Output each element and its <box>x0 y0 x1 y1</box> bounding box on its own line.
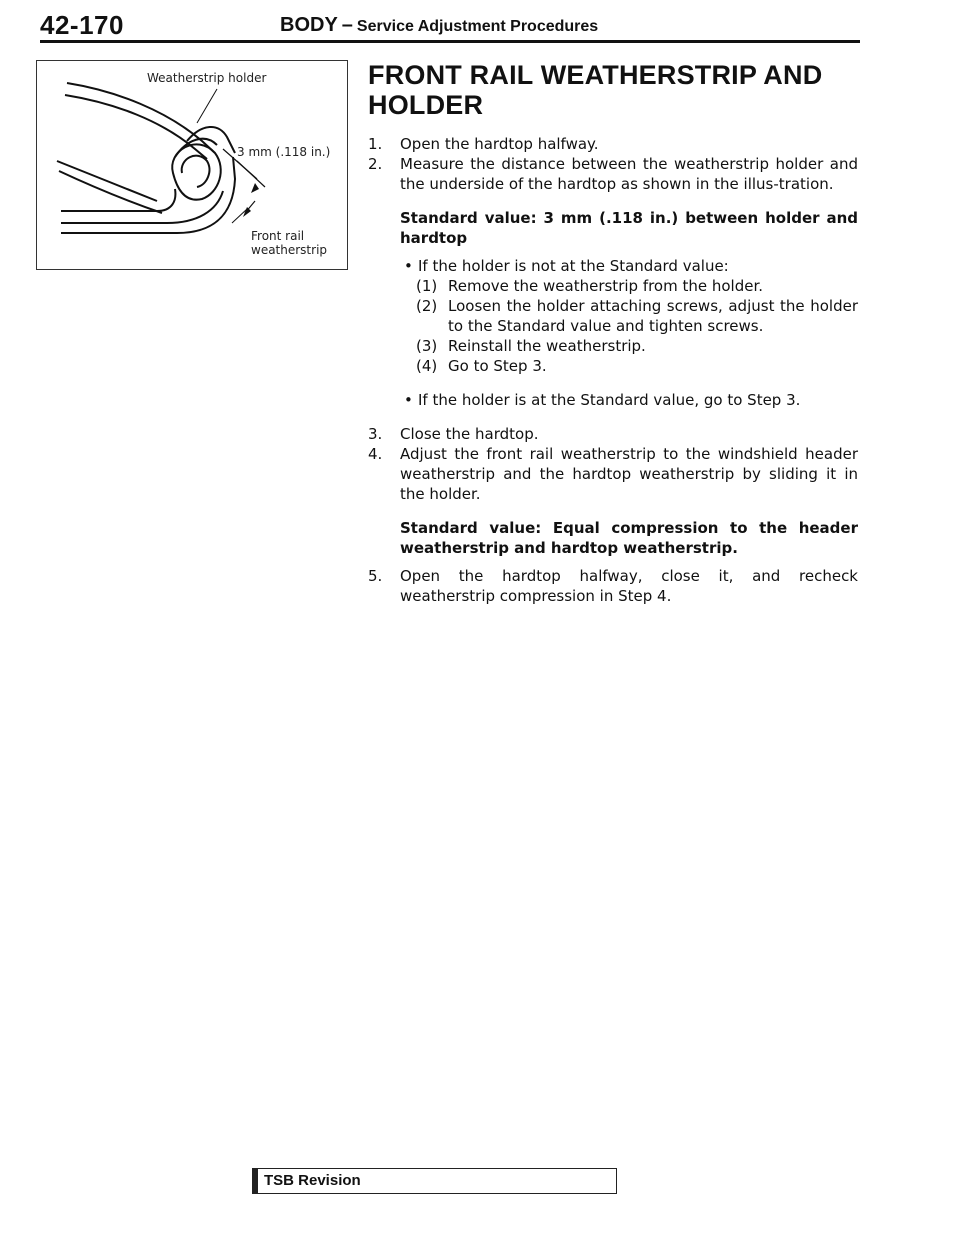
bullet-text: If the holder is at the Standard value, go to Step 3. <box>418 391 801 409</box>
procedure-title <box>368 60 858 120</box>
step-1 <box>368 134 858 154</box>
sub-step-4 <box>416 356 858 376</box>
sub-step-2 <box>416 296 858 336</box>
title-dash: – <box>341 14 353 36</box>
title-line-2: HOLDER <box>368 90 484 120</box>
bullet-dot: • <box>404 391 413 409</box>
step-number: 3. <box>368 425 383 443</box>
section-title <box>280 14 598 37</box>
sub-step-number: (3) <box>416 337 438 355</box>
step-number: 5. <box>368 567 383 585</box>
step-5 <box>368 566 858 606</box>
page-number: 42-170 <box>40 10 124 40</box>
tsb-revision-label: TSB Revision <box>264 1172 361 1189</box>
title-line-1: FRONT RAIL WEATHERSTRIP AND <box>368 60 823 90</box>
step-text: Open the hardtop halfway. <box>400 135 599 153</box>
sub-step-text: Go to Step 3. <box>448 357 547 375</box>
label-weatherstrip: weatherstrip <box>251 243 328 257</box>
bullet-at-standard <box>404 390 858 410</box>
step-text: Measure the distance between the weatherstrip holder and the underside of the hardtop as shown in the illus-tration. <box>400 155 858 193</box>
weatherstrip-illustration <box>36 60 348 270</box>
label-front-rail: Front rail <box>251 229 305 243</box>
label-gap-measurement: 3 mm (.118 in.) <box>237 145 331 159</box>
standard-value-1: Standard value: 3 mm (.118 in.) between holder and hardtop <box>400 209 858 247</box>
section-name: BODY <box>280 14 338 36</box>
sub-step-1 <box>416 276 858 296</box>
bullet-not-standard <box>404 256 858 276</box>
subsection-name: Service Adjustment Procedures <box>356 18 599 35</box>
procedure-content <box>368 60 858 606</box>
sub-step-text: Reinstall the weatherstrip. <box>448 337 646 355</box>
standard-value-2: Standard value: Equal compression to the header weatherstrip and hardtop weatherstrip. <box>400 519 858 557</box>
step-number: 1. <box>368 135 383 153</box>
tsb-revision-box <box>252 1168 617 1194</box>
step-2 <box>368 154 858 194</box>
step-text: Close the hardtop. <box>400 425 539 443</box>
step-text: Open the hardtop halfway, close it, and recheck weatherstrip compression in Step 4. <box>400 567 858 605</box>
sub-step-3 <box>416 336 858 356</box>
sub-step-text: Loosen the holder attaching screws, adjust the holder to the Standard value and tighten screws. <box>448 297 858 335</box>
step-text: Adjust the front rail weatherstrip to the windshield header weatherstrip and the hardtop weatherstrip by sliding it in the holder. <box>400 445 858 503</box>
sub-step-number: (1) <box>416 277 438 295</box>
step-4 <box>368 444 858 504</box>
step-number: 2. <box>368 155 383 173</box>
bullet-dot: • <box>404 257 413 275</box>
bullet-text: If the holder is not at the Standard value: <box>418 257 729 275</box>
page-header <box>40 10 860 43</box>
sub-step-text: Remove the weatherstrip from the holder. <box>448 277 764 295</box>
sub-step-number: (2) <box>416 297 438 315</box>
step-3 <box>368 424 858 444</box>
label-weatherstrip-holder: Weatherstrip holder <box>147 71 267 85</box>
step-number: 4. <box>368 445 383 463</box>
sub-step-number: (4) <box>416 357 438 375</box>
